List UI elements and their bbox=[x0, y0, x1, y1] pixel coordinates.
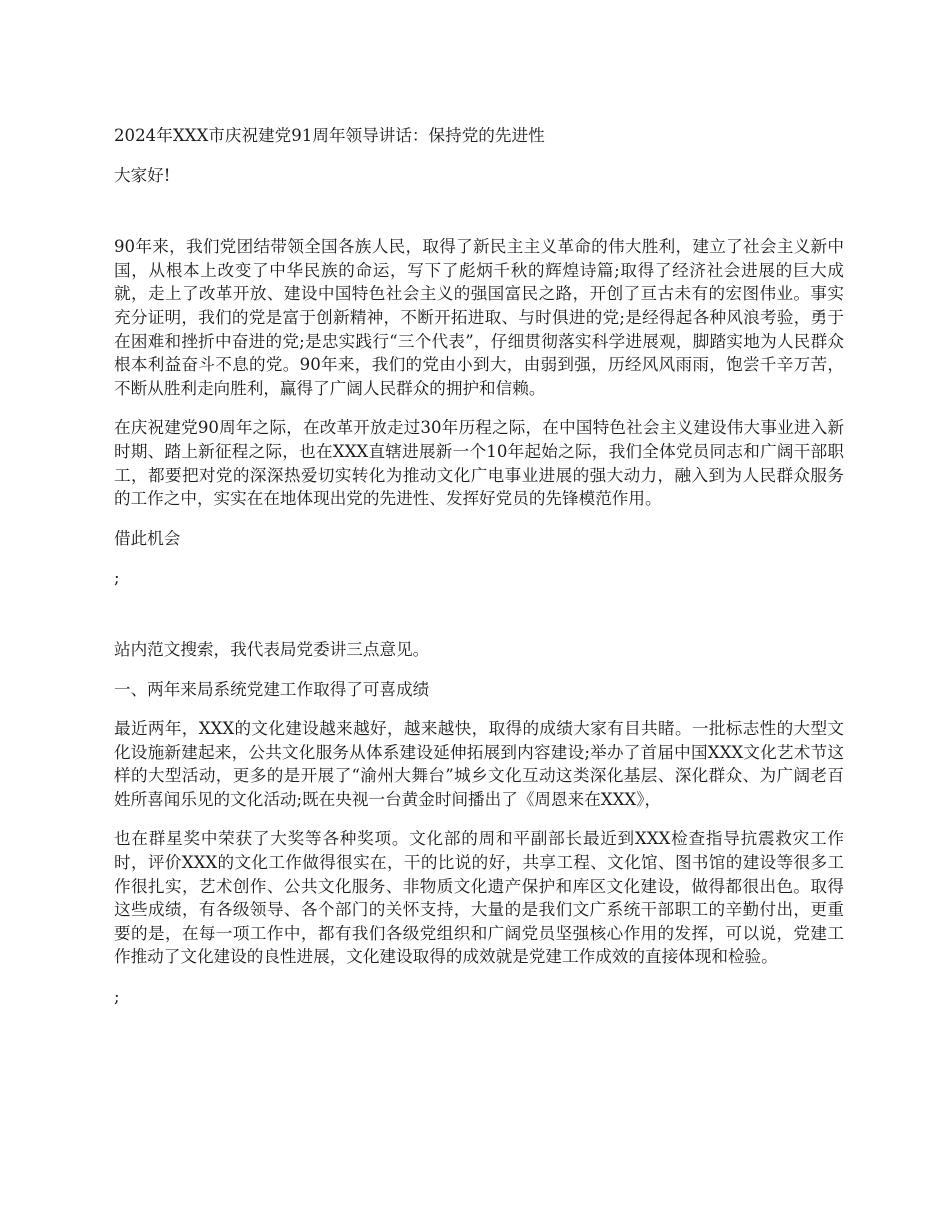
section-heading: 一、两年来局系统党建工作取得了可喜成绩 bbox=[114, 679, 430, 699]
search-line: 站内范文搜索，我代表局党委讲三点意见。 bbox=[114, 639, 430, 659]
paragraph: 90年来，我们党团结带领全国各族人民，取得了新民主主义革命的伟大胜利，建立了社会主义新中国，从根本上改变了中华民族的命运，写下了彪炳千秋的辉煌诗篇;取得了经济社会进展的巨大成就，走上了改革开放、建设中国特色社会主义的强国富民之路，开创了亘古未有的宏图伟业。事实充分证明，我们的党是富于创新精神，不断开拓进取、与时俱进的党;是经得起各种风浪考验，勇于在困难和挫折中奋进的党;是忠实践行“三个代表”，仔细贯彻落实科学进展观，脚踏实地为人民群众根本利益奋斗不息的党。90年来，我们的党由小到大，由弱到强，历经风风雨雨，饱尝千辛万苦，不断从胜利走向胜利，赢得了广阔人民群众的拥护和信赖。 bbox=[114, 237, 844, 398]
semicolon-line: ; bbox=[114, 568, 120, 588]
greeting: 大家好! bbox=[114, 165, 171, 185]
paragraph: 也在群星奖中荣获了大奖等各种奖项。文化部的周和平副部长最近到XXX检查指导抗震救灾工作时，评价XXX的文化工作做得很实在，干的比说的好，共享工程、文化馆、图书馆的建设等很多工作很扎实，艺术创作、公共文化服务、非物质文化遗产保护和库区文化建设，做得都很出色。取得这些成绩，有各级领导、各个部门的关怀支持，大量的是我们文广系统干部职工的辛勤付出，更重要的是，在每一项工作中，都有我们各级党组织和广阔党员坚强核心作用的发挥，可以说，党建工作推动了文化建设的良性进展，文化建设取得的成效就是党建工作成效的直接体现和检验。 bbox=[114, 829, 844, 967]
document-body bbox=[114, 124, 844, 1025]
document-title: 2024年XXX市庆祝建党91周年领导讲话：保持党的先进性 bbox=[114, 126, 545, 145]
paragraph: 在庆祝建党90周年之际，在改革开放走过30年历程之际，在中国特色社会主义建设伟大事业进入新时期、踏上新征程之际，也在XXX直辖进展新一个10年起始之际，我们全体党员同志和广阔干部职工，都要把对党的深深热爱切实转化为推动文化广电事业进展的强大动力，融入到为人民群众服务的工作之中，实实在在地体现出党的先进性、发挥好党员的先锋模范作用。 bbox=[114, 418, 844, 509]
semicolon-line: ; bbox=[114, 987, 120, 1007]
opportunity-line: 借此机会 bbox=[114, 528, 181, 548]
paragraph: 最近两年，XXX的文化建设越来越好，越来越快，取得的成绩大家有目共睹。一批标志性的大型文化设施新建起来，公共文化服务从体系建设延伸拓展到内容建设;举办了首届中国XXX文化艺术节这样的大型活动，更多的是开展了“渝州大舞台”城乡文化互动这类深化基层、深化群众、为广阔老百姓所喜闻乐见的文化活动;既在央视一台黄金时间播出了《周恩来在XXX》， bbox=[114, 719, 844, 809]
